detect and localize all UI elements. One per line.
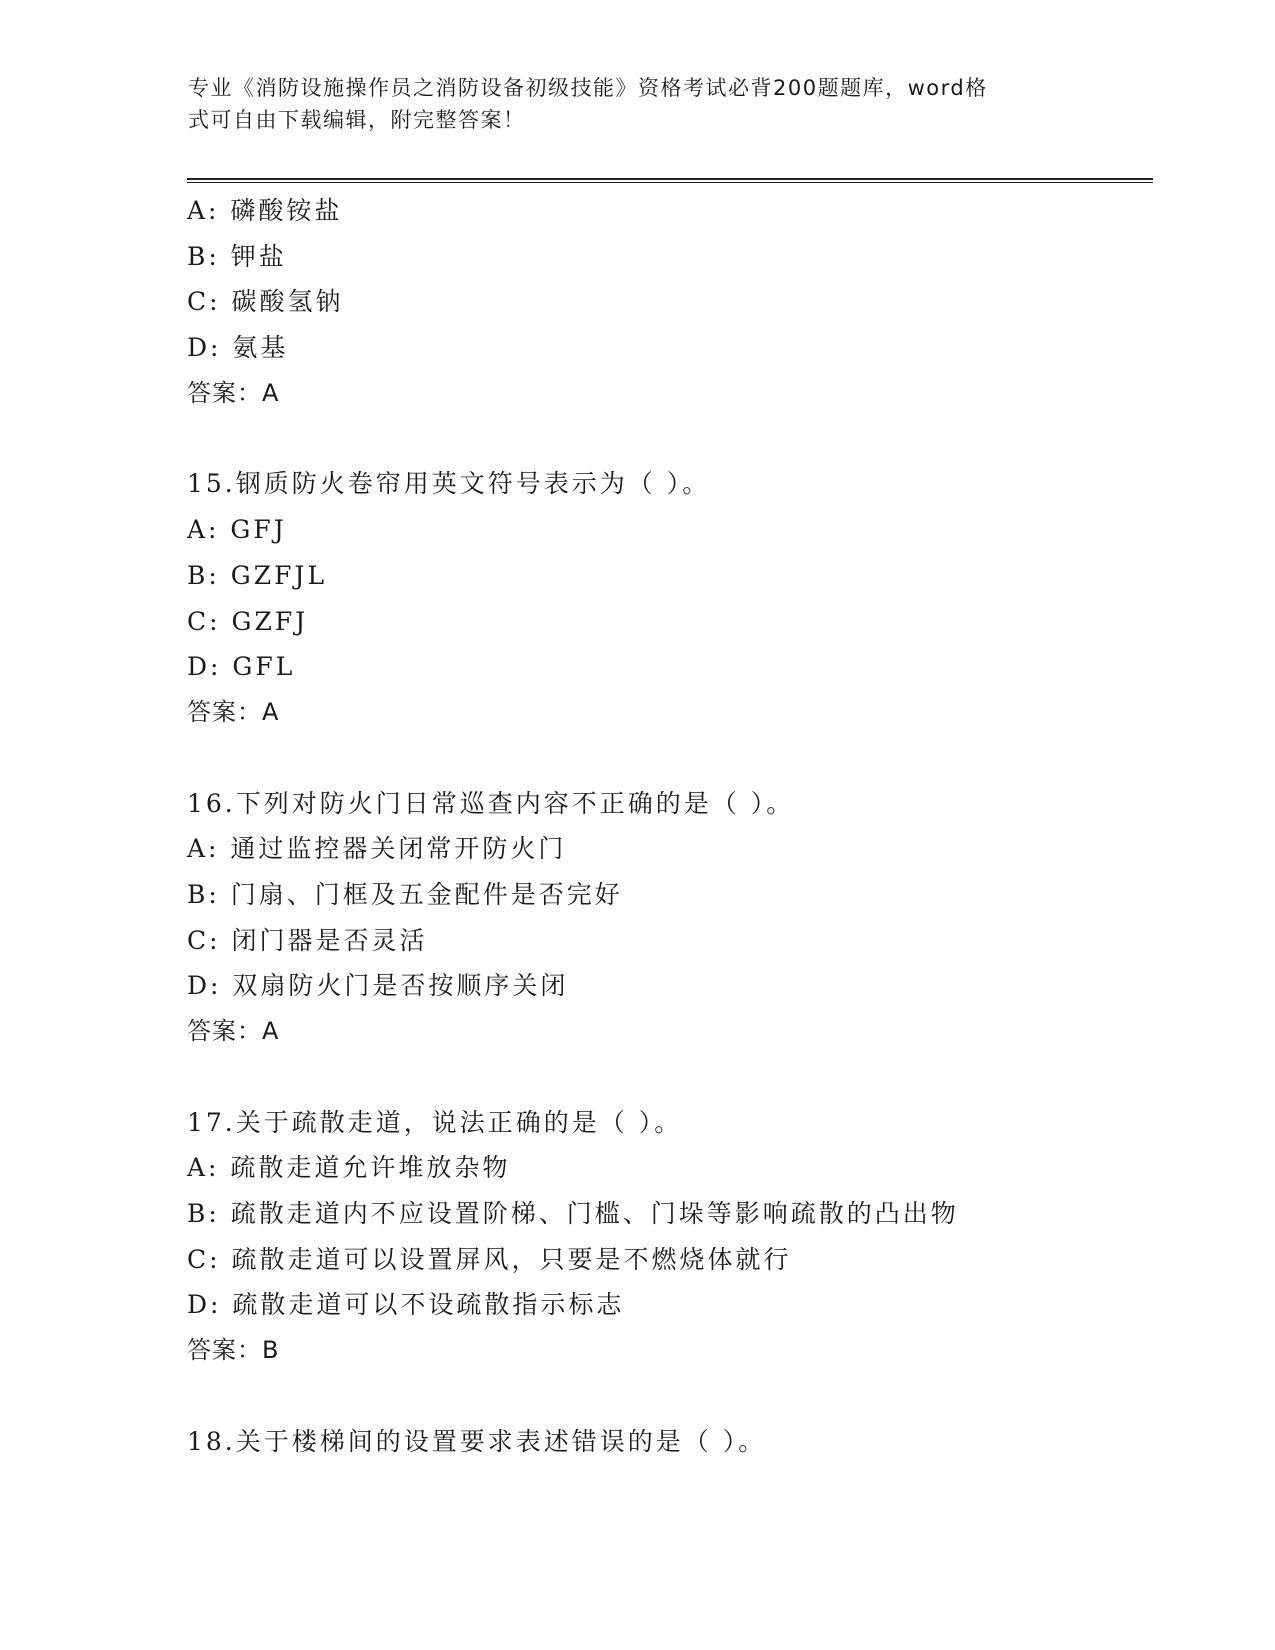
option-b: B: 疏散走道内不应设置阶梯、门槛、门垛等影响疏散的凸出物 <box>187 1199 959 1229</box>
option-a: A: 疏散走道允许堆放杂物 <box>187 1153 511 1183</box>
question-15 <box>187 461 1153 735</box>
question-stem: 16.下列对防火门日常巡查内容不正确的是（ ）。 <box>187 788 795 818</box>
answer: 答案：A <box>187 697 280 726</box>
spacer <box>187 736 1153 781</box>
question-17 <box>187 1100 1153 1374</box>
answer: 答案：A <box>187 378 280 407</box>
question-stem: 15.钢质防火卷帘用英文符号表示为（ ）。 <box>187 469 711 499</box>
option-c: C: 闭门器是否灵活 <box>187 925 428 955</box>
option-d: D: GFL <box>187 652 296 682</box>
option-a: A: GFJ <box>187 515 287 545</box>
question-14-continued <box>187 188 1153 416</box>
question-list <box>187 188 1153 1465</box>
question-16 <box>187 781 1153 1055</box>
spacer <box>187 1374 1153 1419</box>
spacer <box>187 1055 1153 1100</box>
option-d: D: 疏散走道可以不设疏散指示标志 <box>187 1290 625 1320</box>
answer: 答案：A <box>187 1017 280 1045</box>
option-c: C: 疏散走道可以设置屏风，只要是不燃烧体就行 <box>187 1244 792 1274</box>
option-a: A: 通过监控器关闭常开防火门 <box>187 834 567 864</box>
answer: 答案：B <box>187 1336 280 1365</box>
document-title-line-1: 专业《消防设施操作员之消防设备初级技能》资格考试必背200题题库，word格 <box>188 76 988 100</box>
option-b: B: 门扇、门框及五金配件是否完好 <box>187 879 623 909</box>
document-title-line-2: 式可自由下载编辑，附完整答案！ <box>188 108 526 132</box>
option-d: D: 氨基 <box>187 333 289 363</box>
question-18 <box>187 1419 1153 1465</box>
question-stem: 18.关于楼梯间的设置要求表述错误的是（ ）。 <box>187 1426 767 1456</box>
option-d: D: 双扇防火门是否按顺序关闭 <box>187 971 569 1001</box>
option-b: B: GZFJL <box>187 560 328 590</box>
option-a: A: 磷酸铵盐 <box>187 196 343 225</box>
page-header <box>188 72 1068 136</box>
header-divider <box>187 178 1153 183</box>
spacer <box>187 416 1153 461</box>
question-stem: 17.关于疏散走道，说法正确的是（ ）。 <box>187 1107 683 1137</box>
option-c: C: GZFJ <box>187 606 309 636</box>
option-c: C: 碳酸氢钠 <box>187 287 344 317</box>
option-b: B: 钾盐 <box>187 241 287 271</box>
